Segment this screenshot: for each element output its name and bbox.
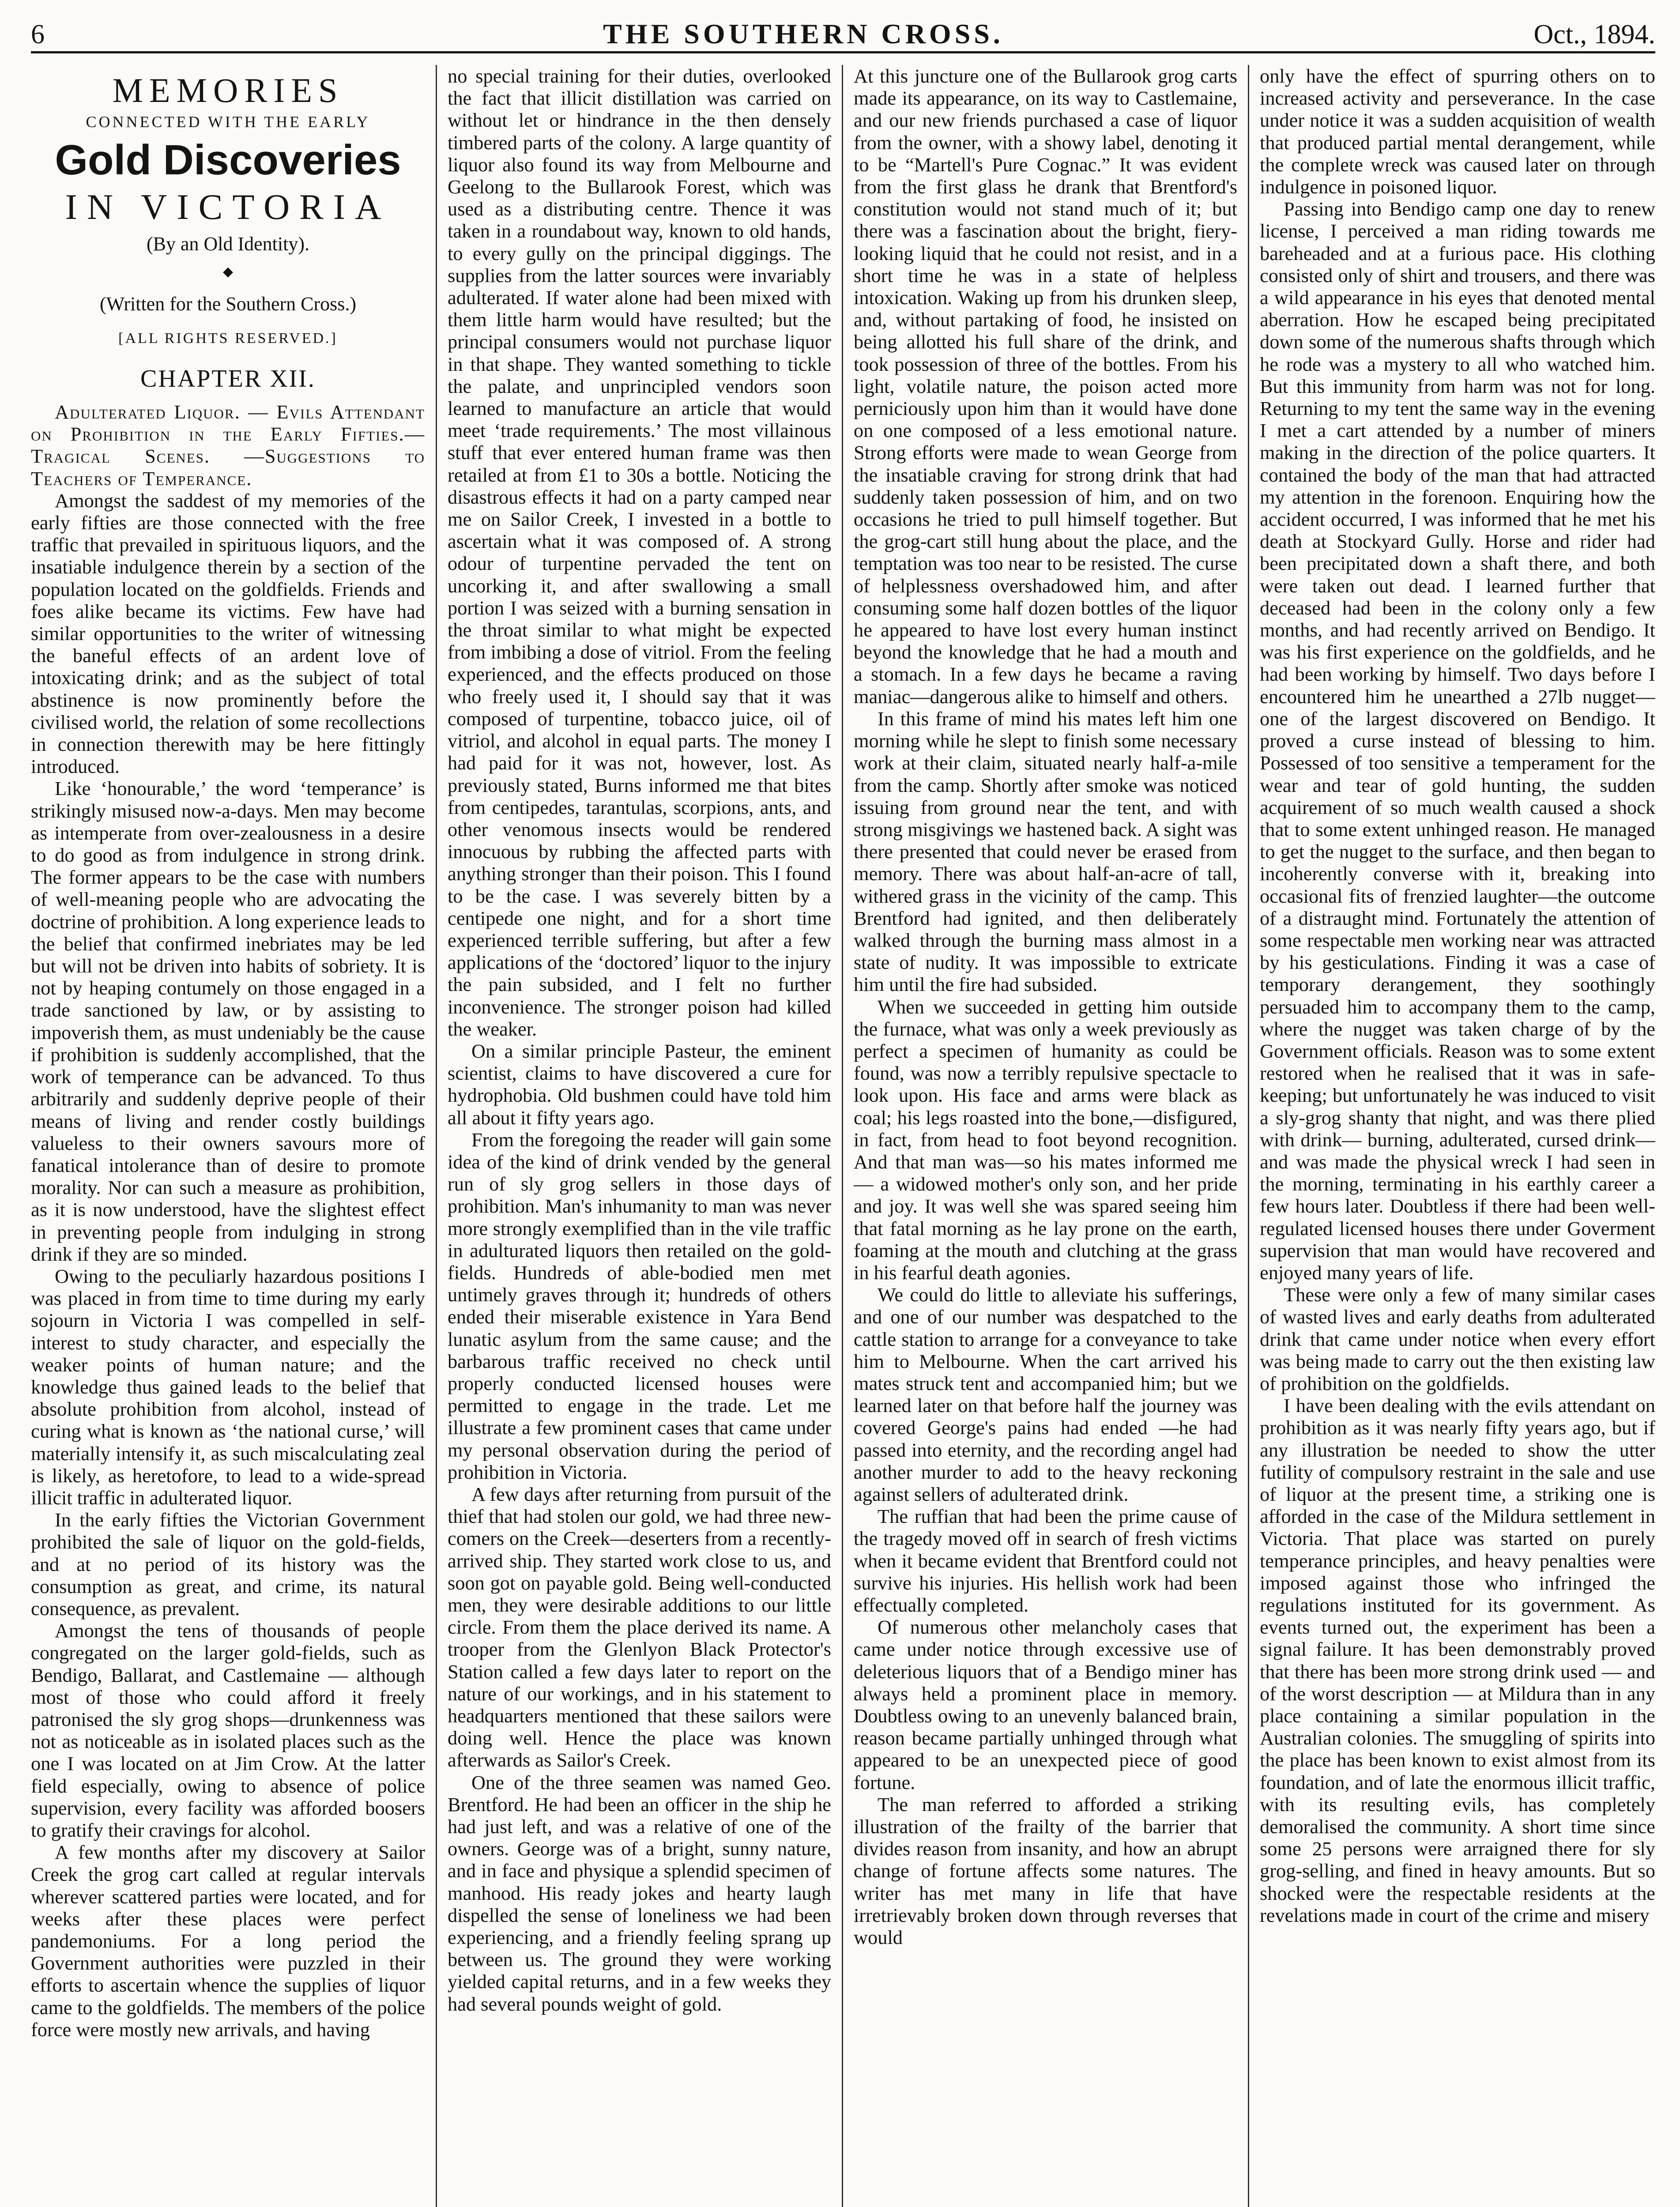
- chapter-synopsis: Adulterated Liquor. — Evils Attendant on Prohibition in the Early Fifties.— Tragical Scenes. —Suggestions to Teachers of Temperance.: [31, 401, 425, 490]
- running-head: [31, 18, 1655, 53]
- chapter-heading: CHAPTER XII.: [140, 365, 316, 392]
- publication-title: THE SOUTHERN CROSS.: [603, 18, 1004, 49]
- article-paragraph: From the foregoing the reader will gain some idea of the kind of drink vended by the general run of sly grog sellers in those days of prohibition. Man's inhumanity to man was never more strongly exemplified than in the vile traffic in adulturated liquors then retailed on the gold-fields. Hundreds of able-bodied men met untimely graves through it; hundreds of others ended their miserable existence in Yara Bend lunatic asylum from the same cause; and the barbarous traffic received no check until properly conducted licensed houses were permitted to engage in the trade. Let me illustrate a few prominent cases that came under my personal observation during the period of prohibition in Victoria.: [448, 1128, 831, 1483]
- headline-in-victoria: IN VICTORIA: [65, 187, 391, 227]
- headline-memories: MEMORIES: [112, 71, 344, 109]
- headline-gold-discoveries: Gold Discoveries: [55, 136, 401, 184]
- column-3-body: [854, 65, 1237, 1948]
- diamond-ornament-icon: ◆: [222, 264, 234, 279]
- article-paragraph: In the early fifties the Victorian Government prohibited the sale of liquor on the gold-fields, and at no period of its history was the consumption as great, and crime, its natural consequence, as prevalent.: [31, 1509, 425, 1619]
- column-2-body: [448, 65, 831, 2015]
- rights-note: [ALL RIGHTS RESERVED.]: [118, 330, 338, 346]
- column-1: [31, 65, 437, 2207]
- written-for-note: (Written for the Southern Cross.): [99, 293, 357, 315]
- byline: (By an Old Identity).: [146, 233, 310, 255]
- article-paragraph: A few days after returning from pursuit of the thief that had stolen our gold, we had three new-comers on the Creek—deserters from a recently-arrived ship. They started work close to us, and soon got on payable gold. Being well-conducted men, they were desirable additions to our little circle. From them the place derived its name. A trooper from the Glenlyon Black Protector's Station called a few days later to report on the nature of our workings, and in his statement to headquarters mentioned that these sailors were doing well. Hence the place was known afterwards as Sailor's Creek.: [448, 1483, 831, 1771]
- article-paragraph: no special training for their duties, overlooked the fact that illicit distillation was carried on without let or hindrance in the then densely timbered parts of the colony. A large quantity of liquor also found its way from Melbourne and Geelong to the Bullarook Forest, which was used as a distributing centre. Thence it was taken in a roundabout way, known to old hands, to every gully on the principal diggings. The supplies from the latter sources were invariably adulterated. If water alone had been mixed with them little harm would have resulted; but the principal consumers would not purchase liquor in that shape. They wanted something to tickle the palate, and unprincipled vendors soon learned to manufacture an article that would meet ‘trade requirements.’ The most villainous stuff that ever entered human frame was then retailed at from £1 to 30s a bottle. Noticing the disastrous effects it had on a party camped near me on Sailor Creek, I invested in a bottle to ascertain what it was composed of. A strong odour of turpentine pervaded the tent on uncorking it, and after swallowing a small portion I was seized with a burning sensation in the throat similar to what might be expected from imbibing a dose of vitriol. From the feeling experienced, and the effects produced on those who freely used it, I should say that it was composed of turpentine, tobacco juice, oil of vitriol, and alcohol in equal parts. The money I had paid for it was not, however, lost. As previously stated, Burns informed me that bites from centipedes, tarantulas, scorpions, ants, and other venomous insects would be rendered innocuous by rubbing the affected parts with anything stronger than their poison. This I found to be the case. I was severely bitten by a centipede one night, and for a short time experienced terrible suffering, but after a few applications of the ‘doctored’ liquor to the injury the pain subsided, and I felt no further inconvenience. The stronger poison had killed the weaker.: [448, 65, 831, 1040]
- article-paragraph: only have the effect of spurring others on to increased activity and perseverance. In the case under notice it was a sudden acquisition of wealth that produced partial mental derangement, while the complete wreck was caused later on through indulgence in poisoned liquor.: [1260, 65, 1655, 198]
- article-paragraph: At this juncture one of the Bullarook grog carts made its appearance, on its way to Castlemaine, and our new friends purchased a case of liquor from the owner, with a showy label, denoting it to be “Martell's Pure Cognac.” It was evident from the first glass he drank that Brentford's constitution would not stand much of it; but there was a fascination about the bright, fiery-looking liquid that he could not resist, and in a short time he was in a state of helpless intoxication. Waking up from his drunken sleep, and, without partaking of food, he insisted on being allotted his full share of the drink, and took possession of three of the bottles. From his light, volatile nature, the poison acted more perniciously upon him than it would have done on one composed of a less emotional nature. Strong efforts were made to wean George from the insatiable craving for strong drink that had suddenly taken possession of him, and on two occasions he tried to pull himself together. But the grog-cart still hung about the place, and the temptation was too near to be resisted. The curse of helplessness overshadowed him, and after consuming some half dozen bottles of the liquor he appeared to have lost every human instinct beyond the knowledge that he had a mouth and a stomach. In a few days he became a raving maniac—dangerous alike to himself and others.: [854, 65, 1237, 708]
- article-paragraph: Owing to the peculiarly hazardous positions I was placed in from time to time during my early sojourn in Victoria I was compelled in self-interest to study character, and especially the weaker points of human nature; and the knowledge thus gained leads to the belief that absolute prohibition from alcohol, instead of curing what is known as ‘the national curse,’ will materially intensify it, as such miscalculating zeal is likely, as heretofore, to lead to a wide-spread illicit traffic in adulterated liquor.: [31, 1265, 425, 1509]
- article-paragraph: Like ‘honourable,’ the word ‘temperance’ is strikingly misused now-a-days. Men may become as intemperate from over-zealousness in a desire to do good as from indulgence in strong drink. The former appears to be the case with numbers of well-meaning people who are advocating the doctrine of prohibition. A long experience leads to the belief that confirmed inebriates may be led but will not be driven into habits of sobriety. It is not by heaping contumely on those engaged in a trade sanctioned by law, or by assisting to impoverish them, as must undeniably be the cause if prohibition is suddenly accomplished, that the work of temperance can be advanced. To thus arbitrarily and suddenly deprive people of their means of living and render costly buildings valueless to their owners savours more of fanatical intolerance than of desire to promote morality. Nor can such a measure as prohibition, as it is now understood, have the slightest effect in preventing people from indulging in strong drink if they are so minded.: [31, 777, 425, 1265]
- article-paragraph: These were only a few of many similar cases of wasted lives and early deaths from adulterated drink that came under notice when every effort was being made to carry out the then existing law of prohibition on the goldfields.: [1260, 1284, 1655, 1394]
- article-paragraph: One of the three seamen was named Geo. Brentford. He had been an officer in the ship he had just left, and was a relative of one of the owners. George was of a bright, sunny nature, and in face and physique a splendid specimen of manhood. His ready jokes and hearty laugh dispelled the sense of loneliness we had been experiencing, and a friendly feeling sprang up between us. The ground they were working yielded capital returns, and in a few weeks they had several pounds weight of gold.: [448, 1771, 831, 2015]
- article-paragraph: When we succeeded in getting him outside the furnace, what was only a week previously as perfect a specimen of humanity as could be found, was now a terribly repulsive spectacle to look upon. His face and arms were black as coal; his legs roasted into the bone,—disfigured, in fact, from head to foot beyond recognition. And that man was—so his mates informed me — a widowed mother's only son, and her pride and joy. It was well she was spared seeing him that fatal morning as he lay prone on the earth, foaming at the mouth and clutching at the grass in his fearful death agonies.: [854, 995, 1237, 1284]
- article-paragraph: In this frame of mind his mates left him one morning while he slept to finish some necessary work at their claim, situated nearly half-a-mile from the camp. Shortly after smoke was noticed issuing from ground near the tent, and with strong misgivings we hastened back. A sight was there presented that could never be erased from memory. There was about half-an-acre of tall, withered grass in the vicinity of the camp. This Brentford had ignited, and then deliberately walked through the burning mass almost in a state of nudity. It was impossible to extricate him until the fire had subsided.: [854, 707, 1237, 996]
- article-paragraph: Passing into Bendigo camp one day to renew license, I perceived a man riding towards me bareheaded and at a furious pace. His clothing consisted only of shirt and trousers, and there was a wild appearance in his eyes that denoted mental aberration. How he escaped being precipitated down some of the numerous shafts through which he rode was a mystery to all who watched him. But this immunity from harm was not for long. Returning to my tent the same way in the evening I met a cart attended by a number of miners making in the direction of the police quarters. It contained the body of the man that had attracted my attention in the forenoon. Enquiring how the accident occurred, I was informed that he met his death at Stockyard Gully. Horse and rider had been precipitated down a shaft there, and both were taken out dead. I learned further that deceased had been in the colony only a few months, and had recently arrived on Bendigo. It was his first experience on the goldfields, and he had been working by himself. Two days before I encountered him he unearthed a 27lb nugget—one of the largest discovered on Bendigo. It proved a curse instead of blessing to him. Possessed of too sensitive a temperament for the wear and tear of gold hunting, the sudden acquirement of so much wealth caused a shock that to some extent unhinged reason. He managed to get the nugget to the surface, and then began to incoherently converse with it, breaking into occasional fits of frenzied laughter—the outcome of a distraught mind. Fortunately the attention of some respectable men working near was attracted by his gesticulations. Finding it was a case of temporary derangement, they soothingly persuaded him to accompany them to the camp, where the nugget was taken charge of by the Government officials. Reason was to some extent restored when he realised that it was in safe-keeping; but unfortunately he was induced to visit a sly-grog shanty that night, and was there plied with drink— burning, adulterated, cursed drink—and was made the physical wreck I had seen in the morning, terminating in his earthly career a few hours later. Doubtless if there had been well-regulated licensed houses there under Goverment supervision that man would have recovered and enjoyed many years of life.: [1260, 198, 1655, 1284]
- column-1-body: [31, 490, 425, 2041]
- page-number: 6: [31, 19, 45, 49]
- column-4-body: [1260, 65, 1655, 1926]
- article-paragraph: Of numerous other melancholy cases that came under notice through excessive use of deleterious liquors that of a Bendigo miner has always held a prominent place in memory. Doubtless owing to an unevenly balanced brain, reason became partially unhinged through what appeared to be an unexpected piece of good fortune.: [854, 1616, 1237, 1793]
- article-columns: [31, 65, 1655, 2207]
- article-paragraph: Amongst the tens of thousands of people congregated on the larger gold-fields, such as Bendigo, Ballarat, and Castlemaine — although most of those who could afford it freely patronised the sly grog shops—drunkenness was not as noticeable as in isolated places such as the one I was located on at Jim Crow. At the latter field especially, owing to absence of police supervision, every facility was afforded boosers to gratify their cravings for alcohol.: [31, 1619, 425, 1841]
- column-4: [1249, 65, 1655, 2207]
- column-3: [843, 65, 1249, 2207]
- article-paragraph: I have been dealing with the evils attendant on prohibition as it was nearly fifty years ago, but if any illustration be needed to show the utter futility of compulsory restraint in the sale and use of liquor at the present time, a striking one is afforded in the case of the Mildura settlement in Victoria. That place was started on purely temperance principles, and heavy penalties were imposed against those who infringed the regulations instituted for its government. As events turned out, the experiment has been a signal failure. It has been demonstrably proved that there has been more strong drink used — and of the worst description — at Mildura than in any place containing a similar population in the Australian colonies. The smuggling of spirits into the place has been known to exist almost from its foundation, and of late the enormous illicit traffic, with its resulting evils, has completely demoralised the community. A short time since some 25 persons were arraigned there for sly grog-selling, and fined in heavy amounts. But so shocked were the respectable residents at the revelations made in court of the crime and misery: [1260, 1394, 1655, 1926]
- headline-connected: CONNECTED WITH THE EARLY: [86, 113, 370, 131]
- column-2: [437, 65, 843, 2207]
- issue-date: Oct., 1894.: [1533, 19, 1655, 49]
- article-paragraph: The ruffian that had been the prime cause of the tragedy moved off in search of fresh victims when it became evident that Brentford could not survive his injuries. His hellish work had been effectually completed.: [854, 1505, 1237, 1616]
- article-paragraph: The man referred to afforded a striking illustration of the frailty of the barrier that divides reason from insanity, and how an abrupt change of fortune affects some natures. The writer has met many in life that have irretrievably broken down through reverses that would: [854, 1793, 1237, 1949]
- article-paragraph: On a similar principle Pasteur, the eminent scientist, claims to have discovered a cure for hydrophobia. Old bushmen could have told him all about it fifty years ago.: [448, 1039, 831, 1129]
- article-paragraph: A few months after my discovery at Sailor Creek the grog cart called at regular intervals wherever scattered parties were located, and for weeks after these places were perfect pandemoniums. For a long period the Government authorities were puzzled in their efforts to ascertain whence the supplies of liquor came to the goldfields. The members of the police force were mostly new arrivals, and having: [31, 1841, 425, 2041]
- article-masthead: [31, 72, 425, 393]
- article-paragraph: We could do little to alleviate his sufferings, and one of our number was despatched to the cattle station to arrange for a conveyance to take him to Melbourne. When the cart arrived his mates struck tent and accompanied him; but we learned later on that before half the journey was covered George's pains had ended —he had passed into eternity, and the recording angel had another murder to add to the heavy reckoning against sellers of adulterated drink.: [854, 1284, 1237, 1505]
- article-paragraph: Amongst the saddest of my memories of the early fifties are those connected with the free traffic that prevailed in spirituous liquors, and the insatiable indulgence therein by a section of the population located on the goldfields. Friends and foes alike became its victims. Few have had similar opportunities to the writer of witnessing the baneful effects of an ardent love of intoxicating drink; and as the subject of total abstinence is now prominently before the civilised world, the relation of some recollections in connection therewith may be here fittingly introduced.: [31, 489, 425, 778]
